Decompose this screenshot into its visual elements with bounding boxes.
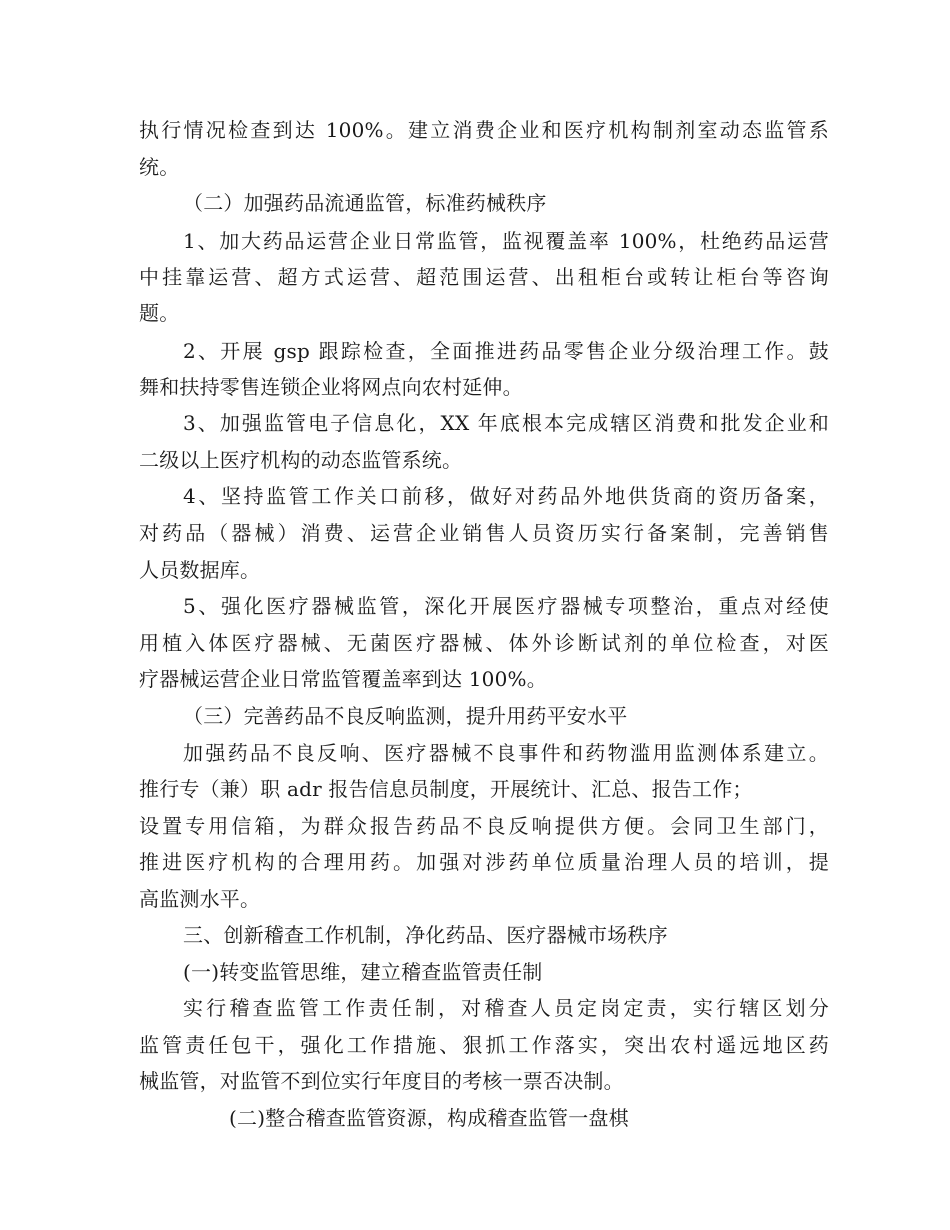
text-line: 中挂靠运营、超方式运营、超范围运营、出租柜台或转让柜台等咨询 bbox=[139, 265, 829, 289]
text-line: 二级以上医疗机构的动态监管系统。 bbox=[139, 448, 463, 472]
section-heading: (二)整合稽查监管资源，构成稽查监管一盘棋 bbox=[229, 1106, 629, 1130]
text-line: 4、坚持监管工作关口前移，做好对药品外地供货商的资历备案， bbox=[183, 484, 829, 508]
text-line: 3、加强监管电子信息化，XX 年底根本完成辖区消费和批发企业和 bbox=[183, 411, 829, 435]
text-line: 设置专用信箱，为群众报告药品不良反响提供方便。会同卫生部门， bbox=[139, 814, 829, 838]
text-line: 题。 bbox=[139, 301, 180, 325]
text-line: 实行稽查监管工作责任制，对稽查人员定岗定责，实行辖区划分 bbox=[183, 996, 829, 1020]
text-line: 执行情况检查到达 100%。建立消费企业和医疗机构制剂室动态监管系 bbox=[139, 118, 829, 142]
text-line: 械监管，对监管不到位实行年度目的考核一票否决制。 bbox=[139, 1069, 624, 1093]
text-line: 对药品（器械）消费、运营企业销售人员资历实行备案制，完善销售 bbox=[139, 521, 829, 545]
section-heading: （三）完善药品不良反响监测，提升用药平安水平 bbox=[183, 704, 628, 728]
text-line: 统。 bbox=[139, 155, 180, 179]
text-line: 推进医疗机构的合理用药。加强对涉药单位质量治理人员的培训，提 bbox=[139, 850, 829, 874]
text-line: 加强药品不良反响、医疗器械不良事件和药物滥用监测体系建立。 bbox=[183, 741, 829, 765]
section-heading: 三、创新稽查工作机制，净化药品、医疗器械市场秩序 bbox=[183, 923, 668, 947]
text-line: 用植入体医疗器械、无菌医疗器械、体外诊断试剂的单位检查，对医 bbox=[139, 631, 829, 655]
text-line: 监管责任包干，强化工作措施、狠抓工作落实，突出农村遥远地区药 bbox=[139, 1033, 829, 1057]
section-heading: （二）加强药品流通监管，标准药械秩序 bbox=[183, 191, 547, 215]
text-line: 2、开展 gsp 跟踪检查，全面推进药品零售企业分级治理工作。鼓 bbox=[183, 339, 829, 363]
text-line: 舞和扶持零售连锁企业将网点向农村延伸。 bbox=[139, 375, 523, 399]
text-line: 高监测水平。 bbox=[139, 887, 261, 911]
text-line: 疗器械运营企业日常监管覆盖率到达 100%。 bbox=[139, 667, 547, 691]
text-line: 人员数据库。 bbox=[139, 558, 261, 582]
text-line: 5、强化医疗器械监管，深化开展医疗器械专项整治，重点对经使 bbox=[183, 594, 829, 618]
text-line: 1、加大药品运营企业日常监管，监视覆盖率 100%，杜绝药品运营 bbox=[183, 229, 829, 253]
text-line: 推行专（兼）职 adr 报告信息员制度，开展统计、汇总、报告工作； bbox=[139, 777, 753, 801]
section-heading: (一)转变监管思维，建立稽查监管责任制 bbox=[183, 960, 543, 984]
